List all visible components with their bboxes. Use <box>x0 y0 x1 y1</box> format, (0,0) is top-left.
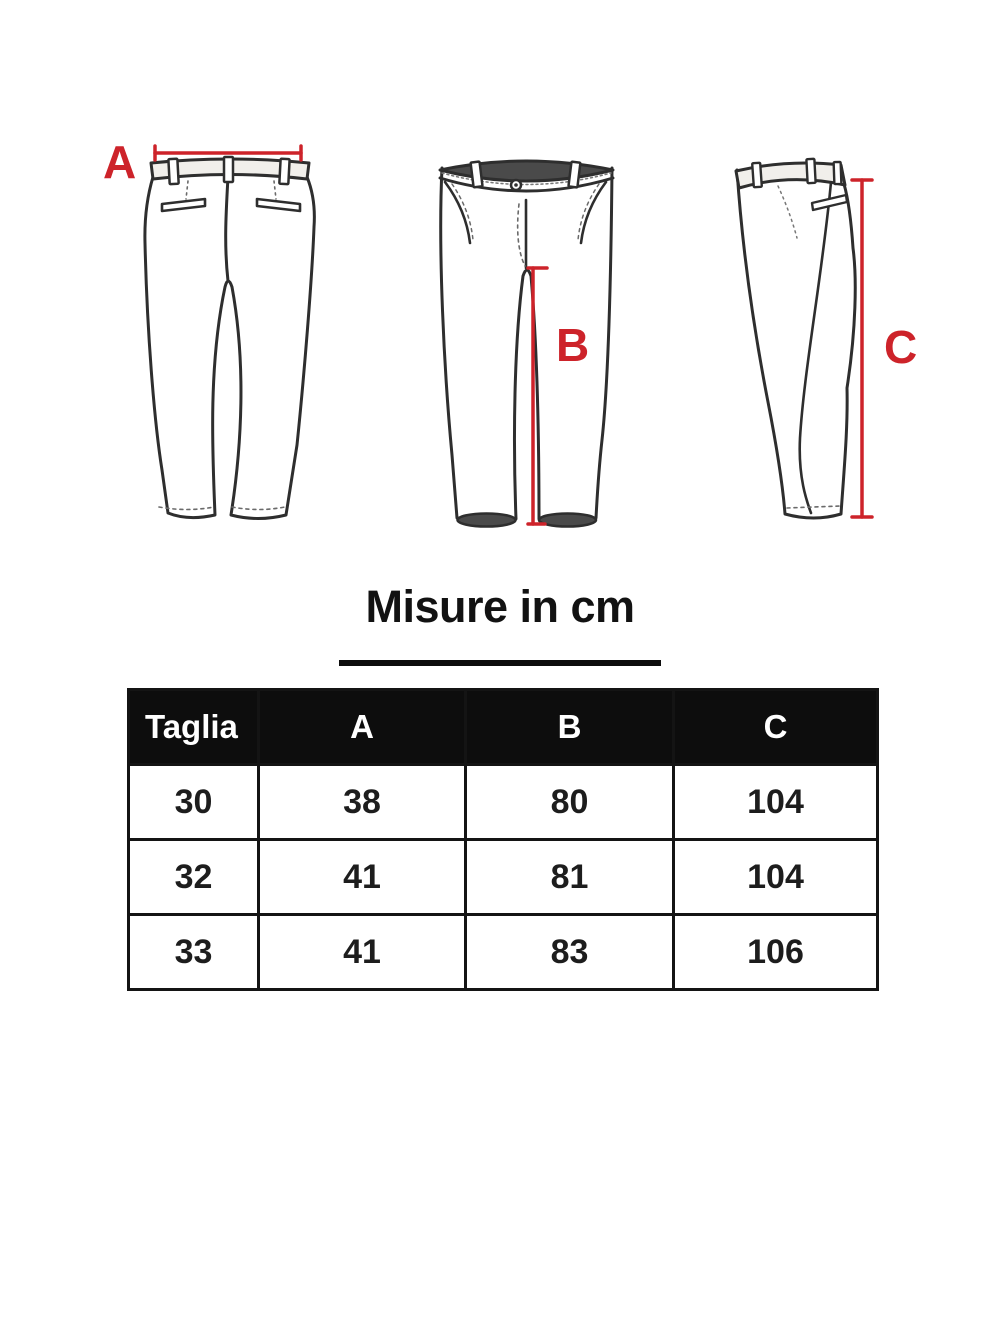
table-row-size-30 <box>129 765 878 840</box>
measure-label-c: C <box>884 321 918 373</box>
cell-a: 41 <box>259 915 466 990</box>
pants-front-view-drawing <box>425 140 625 535</box>
belt-loop <box>168 159 178 184</box>
belt-loop <box>279 159 289 184</box>
header-a: A <box>259 690 466 765</box>
belt-loop <box>752 163 762 187</box>
cell-b: 81 <box>466 840 674 915</box>
cell-taglia: 33 <box>129 915 259 990</box>
page-title: Misure in cm <box>365 581 635 632</box>
cell-c: 106 <box>674 915 878 990</box>
cell-b: 80 <box>466 765 674 840</box>
cell-b: 83 <box>466 915 674 990</box>
cell-taglia: 32 <box>129 840 259 915</box>
cell-c: 104 <box>674 765 878 840</box>
belt-loop <box>568 162 580 188</box>
measure-label-b: B <box>556 319 590 371</box>
cell-a: 41 <box>259 840 466 915</box>
belt-loop <box>806 159 815 183</box>
header-c: C <box>674 690 878 765</box>
title-underline <box>339 660 661 666</box>
belt-loop <box>834 162 842 184</box>
cell-c: 104 <box>674 840 878 915</box>
table-row-size-32 <box>129 840 878 915</box>
hem-opening <box>458 514 516 527</box>
header-b: B <box>466 690 674 765</box>
hem-opening <box>539 514 596 527</box>
belt-loop <box>471 161 483 187</box>
cell-a: 38 <box>259 765 466 840</box>
measure-line-c <box>852 180 872 517</box>
header-taglia: Taglia <box>129 690 259 765</box>
belt-loop <box>224 157 233 182</box>
cell-taglia: 30 <box>129 765 259 840</box>
table-row-size-33 <box>129 915 878 990</box>
measure-label-a: A <box>103 136 137 188</box>
size-table <box>127 688 879 991</box>
size-table-header-row <box>129 690 878 765</box>
